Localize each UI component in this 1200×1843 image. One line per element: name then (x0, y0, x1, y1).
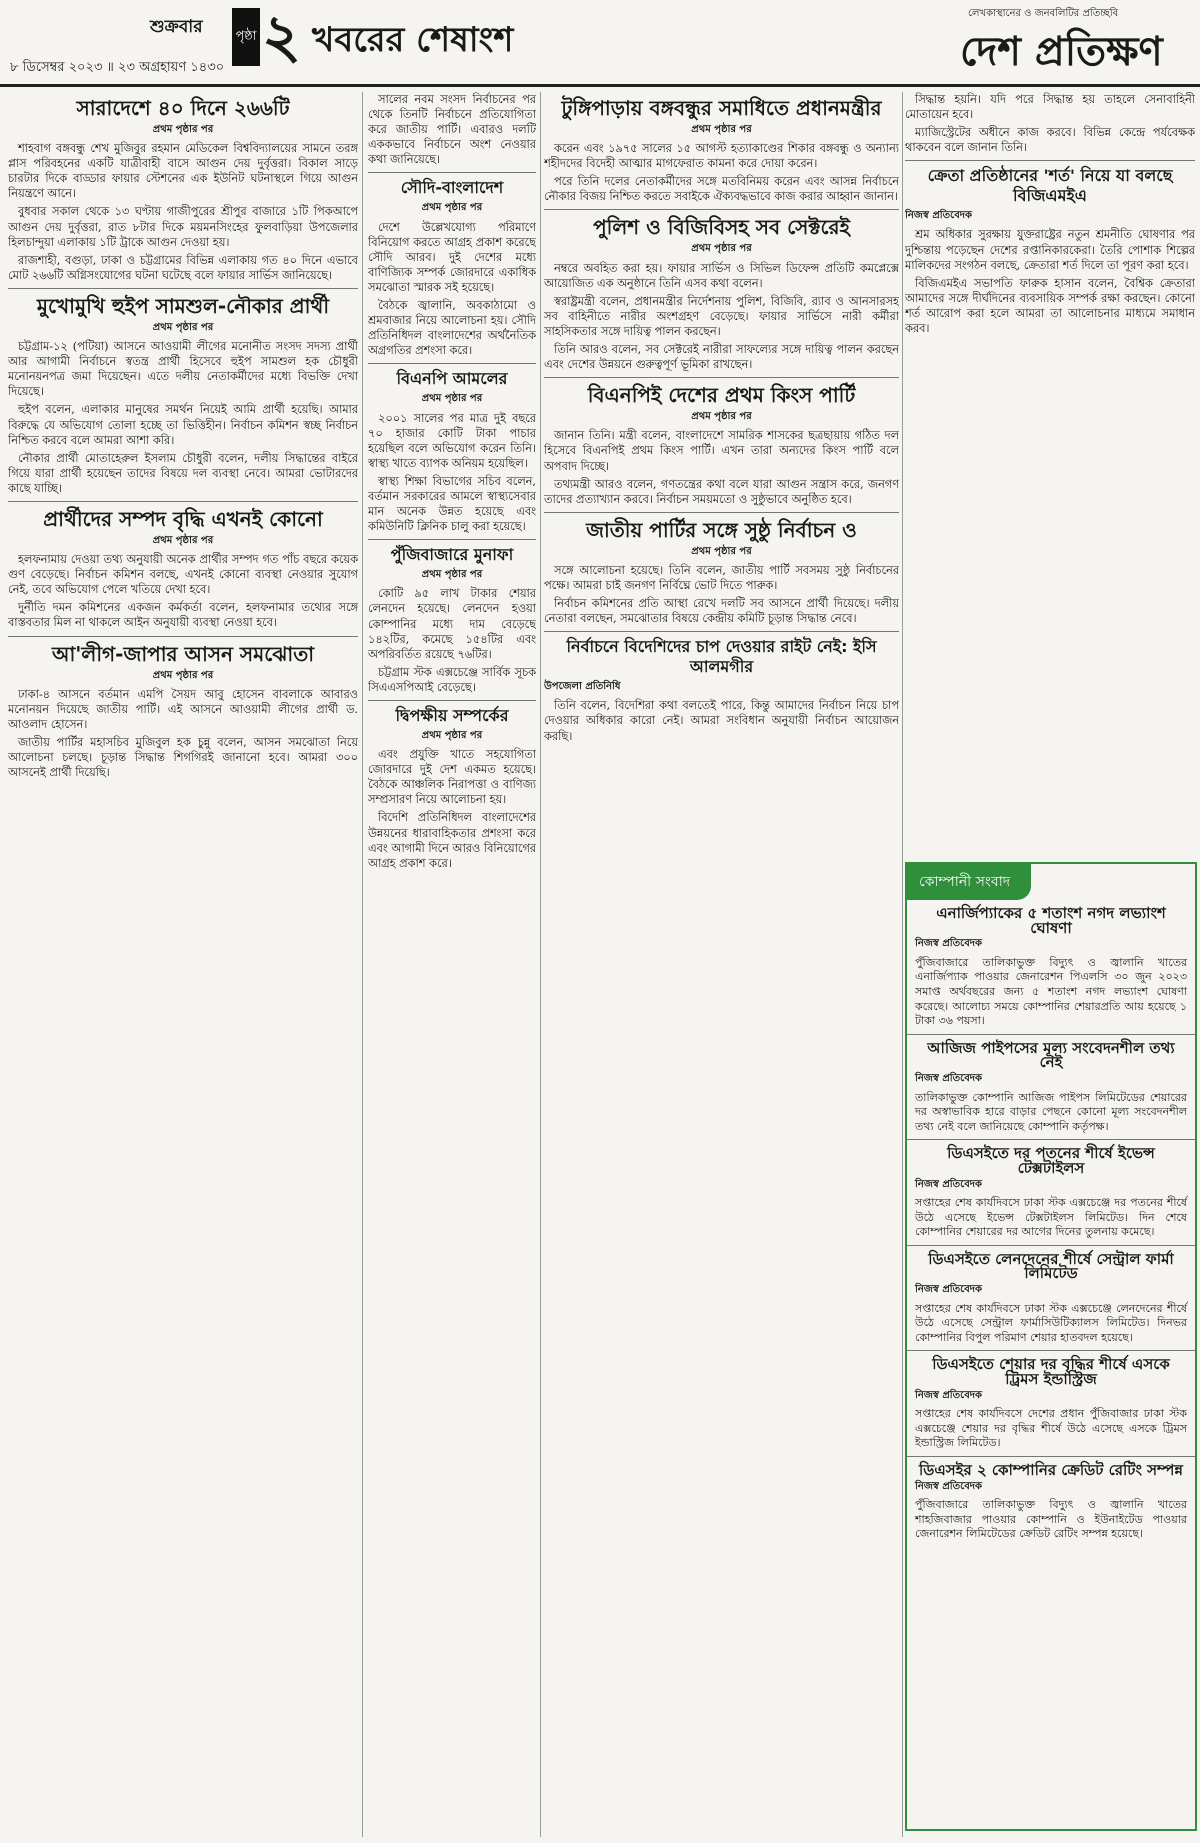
continuation-label: প্রথম পৃষ্ঠার পর (691, 411, 752, 423)
article-paragraph: বিজিএমইএ সভাপতি ফারুক হাসান বলেন, বৈশ্বিক ক্রেতারা আমাদের সঙ্গে দীর্ঘদিনের ব্যবসায়িক সম্পর্ক রক্ষা করছেন। কোনো শর্ত আরোপ করা হলে আমরা তা আলোচনার মাধ্যমে সমাধান করব। (905, 276, 1195, 336)
news-item-title: এনার্জিপ্যাকের ৫ শতাংশ নগদ লভ্যাংশ ঘোষণা (936, 904, 1166, 937)
headline: প্রার্থীদের সম্পদ বৃদ্ধি এখনই কোনো (43, 506, 323, 531)
divider (8, 288, 358, 289)
divider (8, 501, 358, 502)
news-item-title: ডিএসইতে লেনদেনের শীর্ষে সেন্ট্রাল ফার্মা লিমিটেড (928, 1249, 1174, 1283)
column-divider (362, 92, 363, 1837)
news-item-text: পুঁজিবাজারে তালিকাভুক্ত বিদ্যুৎ ও জ্বালানি খাতের শাহজিবাজার পাওয়ার কোম্পানি ও ইউনাইটেড পাওয়ার জেনারেশন লিমিটেডের ক্রেডিট রেটিং সম্পন্ন হয়েছে। (915, 1498, 1187, 1541)
headline: মুখোমুখি হুইপ সামশুল-নৌকার প্রার্থী (36, 293, 330, 318)
divider (905, 160, 1195, 161)
article-paragraph: চট্টগ্রাম স্টক এক্সচেঞ্জে সার্বিক সূচক সিএএসপিআই বেড়েছে। (368, 665, 536, 694)
article-paragraph: এবং প্রযুক্তি খাতে সহযোগিতা জোরদারে দুই দেশ একমত হয়েছে। বৈঠকে আঞ্চলিক নিরাপত্তা ও বাণিজ্য সম্প্রসারণ নিয়ে আলোচনা হয়। (368, 748, 536, 807)
continuation-label: প্রথম পৃষ্ঠার পর (421, 730, 483, 741)
newspaper-logo: দেশ প্রতিক্ষণ (960, 29, 1163, 75)
byline: নিজস্ব প্রতিবেদক (915, 1072, 983, 1084)
page-label: পৃষ্ঠা (232, 8, 260, 66)
divider (368, 700, 536, 701)
company-news-box (905, 862, 1197, 1831)
column-divider (902, 92, 903, 1837)
headline: পুঁজিবাজারে মুনাফা (390, 545, 514, 565)
divider (8, 636, 358, 637)
divider (907, 1456, 1195, 1457)
article-paragraph: নম্বরে অবহিত করা হয়। ফায়ার সার্ভিস ও সিভিল ডিফেন্স প্রতিটি কমপ্লেক্সে আয়োজিত এক অনুষ্ঠানে তিনি এসব কথা বলেন। (544, 261, 899, 290)
news-item (915, 1463, 1187, 1542)
article-paragraph: ম্যাজিস্ট্রেটের অধীনে কাজ করবে। বিভিন্ন কেন্দ্রে পর্যবেক্ষক থাকবেন বলে জানান তিনি। (905, 126, 1195, 155)
continuation-label: প্রথম পৃষ্ঠার পর (691, 243, 752, 255)
news-item-text: পুঁজিবাজারে তালিকাভুক্ত বিদ্যুৎ ও জ্বালানি খাতের এনার্জিপ্যাক পাওয়ার জেনারেশন পিএলসি ৩০ জুন ২০২৩ সমাপ্ত অর্থবছরের জন্য ৫ শতাংশ নগদ লভ্যাংশ ঘোষণা করেছে। আলোচ্য সময়ে কোম্পানির শেয়ারপ্রতি আয় হয়েছে ১ টাকা ৩৬ পয়সা। (915, 955, 1187, 1028)
headline: বিএনপি আমলের (396, 369, 508, 389)
day-name: শুক্রবার (150, 17, 203, 37)
article-paragraph: তিনি বলেন, বিদেশিরা কথা বলতেই পারে, কিন্তু আমাদের নির্বাচন নিয়ে চাপ দেওয়ার অধিকার কারো নেই। আমরা সংবিধান অনুযায়ী নির্বাচন আয়োজন করছি। (544, 699, 899, 743)
continuation-label: প্রথম পৃষ্ঠার পর (421, 202, 483, 214)
article-paragraph: স্বাস্থ্য শিক্ষা বিভাগের সচিব বলেন, বর্তমান সরকারের আমলে স্বাস্থ্যসেবার মান অনেক উন্নত হয়েছে এবং কমিউনিটি ক্লিনিক চালু করা হয়েছে। (368, 474, 536, 534)
news-item-title: আজিজ পাইপসের মূল্য সংবেদনশীল তথ্য নেই (927, 1038, 1175, 1072)
column-4 (905, 92, 1195, 852)
byline: নিজস্ব প্রতিবেদক (915, 1480, 983, 1492)
article-paragraph: কোটি ৯৫ লাখ টাকার শেয়ার লেনদেন হয়েছে। লেনদেন হওয়া কোম্পানির মধ্যে দাম বেড়েছে ১৪২টির, কমেছে ১৫৪টির এবং অপরিবর্তিত রয়েছে ৭৬টির। (368, 587, 536, 661)
article-paragraph: দুর্নীতি দমন কমিশনের একজন কর্মকর্তা বলেন, হলফনামার তথ্যের সঙ্গে বাস্তবতার মিল না থাকলে আইন অনুযায়ী ব্যবস্থা নেওয়া হবে। (8, 601, 358, 630)
divider (544, 377, 899, 378)
divider (368, 539, 536, 540)
article-paragraph: বৈঠকে জ্বালানি, অবকাঠামো ও শ্রমবাজার নিয়ে আলোচনা হয়। সৌদি প্রতিনিধিদল বাংলাদেশের অর্থনৈতিক অগ্রগতির প্রশংসা করে। (368, 299, 536, 358)
column-1 (8, 92, 358, 1837)
column-2 (368, 92, 536, 1837)
byline: নিজস্ব প্রতিবেদক (915, 938, 983, 950)
column-divider (540, 92, 541, 1837)
news-item-text: সপ্তাহের শেষ কার্যদিবসে ঢাকা স্টক এক্সচেঞ্জে দর পতনের শীর্ষে উঠে এসেছে ইভেন্স টেক্সটাইলস লিমিটেড। দিন শেষে কোম্পানির শেয়ারের দর আগের দিনের তুলনায় কমেছে। (915, 1196, 1187, 1239)
news-item (915, 1357, 1187, 1451)
article-paragraph: শ্রম অধিকার সুরক্ষায় যুক্তরাষ্ট্রের নতুন শ্রমনীতি ঘোষণার পর দুশ্চিন্তায় পড়েছেন দেশের রপ্তানিকারকেরা। তৈরি পোশাক শিল্পের মালিকদের সংগঠন বলছে, ক্রেতারা শর্ত দিলে তা পূরণ করা হবে। (905, 228, 1195, 272)
news-item-title: ডিএসইতে শেয়ার দর বৃদ্ধির শীর্ষে এসকে ট্রিমস ইন্ডাস্ট্রিজ (932, 1355, 1170, 1389)
divider (907, 1139, 1195, 1140)
column-3 (544, 92, 899, 1837)
headline: আ'লীগ-জাপার আসন সমঝোতা (51, 641, 315, 666)
news-item-title: ডিএসইর ২ কোম্পানির ক্রেডিট রেটিং সম্পন্ন (919, 1461, 1183, 1479)
divider (368, 363, 536, 364)
issue-date: ৮ ডিসেম্বর ২০২৩ ॥ ২৩ অগ্রহায়ণ ১৪৩০ (10, 60, 225, 75)
article-paragraph: তথ্যমন্ত্রী আরও বলেন, গণতন্ত্রের কথা বলে যারা আগুন সন্ত্রাস করে, জনগণ তাদের প্রত্যাখ্যান করবে। নির্বাচন সময়মতো ও সুষ্ঠুভাবে অনুষ্ঠিত হবে। (544, 477, 899, 506)
news-item-text: সপ্তাহের শেষ কার্যদিবসে দেশের প্রধান পুঁজিবাজার ঢাকা স্টক এক্সচেঞ্জে শেয়ার দর বৃদ্ধির শীর্ষে উঠে এসেছে এসকে ট্রিমস ইন্ডাস্ট্রিজ লিমিটেড। (915, 1407, 1187, 1450)
divider (907, 1034, 1195, 1035)
headline: বিএনপিই দেশের প্রথম কিংস পার্টি (587, 383, 856, 408)
headline: সারাদেশে ৪০ দিনে ২৬৬টি (76, 96, 290, 120)
newspaper-tagline: লেখকাস্থানের ও জনবলিটির প্রতিচ্ছবি (968, 8, 1119, 19)
continuation-label: প্রথম পৃষ্ঠার পর (421, 393, 483, 405)
news-item (915, 1146, 1187, 1240)
article-paragraph: ২০০১ সালের পর মাত্র দুই বছরে ৭০ হাজার কোটি টাকা পাচার হয়েছিল বলে অভিযোগ করেন তিনি। স্বাস্থ্য খাতে ব্যাপক অনিয়ম হয়েছিল। (368, 411, 536, 470)
headline: জাতীয় পার্টির সঙ্গে সুষ্ঠু নির্বাচন ও (586, 517, 857, 542)
article-paragraph: জানান তিনি। মন্ত্রী বলেন, বাংলাদেশে সামরিক শাসকের ছত্রছায়ায় গঠিত দল হিসেবে বিএনপিই প্রথম কিংস পার্টি। এখন তারা অন্যদের কিংস পার্টি বলে অপবাদ দিচ্ছে। (544, 429, 899, 473)
article-paragraph: হুইপ বলেন, এলাকার মানুষের সমর্থন নিয়েই আমি প্রার্থী হয়েছি। আমার বিরুদ্ধে যে অভিযোগ তোলা হচ্ছে তা ভিত্তিহীন। নির্বাচন কমিশন স্বচ্ছ নির্বাচন নিশ্চিত করবে বলে আমরা আশা করি। (8, 403, 358, 447)
news-item (915, 1249, 1187, 1346)
headline: টুঙ্গিপাড়ায় বঙ্গবন্ধুর সমাধিতে প্রধানমন্ত্রীর (561, 96, 882, 120)
news-item (915, 906, 1187, 1029)
article-paragraph: নির্বাচন কমিশনের প্রতি আস্থা রেখে দলটি সব আসনে প্রার্থী দিয়েছে। দলীয় নেতারা বলছেন, সমঝোতার বিষয়ে কেন্দ্রীয় কমিটি চূড়ান্ত সিদ্ধান্ত নেবে। (544, 597, 899, 626)
continuation-label: প্রথম পৃষ্ঠার পর (691, 545, 752, 557)
headline: পুলিশ ও বিজিবিসহ সব সেক্টরেই (593, 215, 850, 240)
article-paragraph: তিনি আরও বলেন, সব সেক্টরেই নারীরা সাফল্যের সঙ্গে দায়িত্ব পালন করছেন এবং দেশের উন্নয়নে গুরুত্বপূর্ণ ভূমিকা রাখছেন। (544, 343, 899, 372)
news-item-text: সপ্তাহের শেষ কার্যদিবসে ঢাকা স্টক এক্সচেঞ্জে লেনদেনের শীর্ষে উঠে এসেছে সেন্ট্রাল ফার্মাসিউটিক্যালস লিমিটেড। দিনভর কোম্পানির বিপুল পরিমাণ শেয়ার হাতবদল হয়েছে। (915, 1301, 1187, 1344)
byline: উপজেলা প্রতিনিধি (544, 681, 621, 693)
byline: নিজস্ব প্রতিবেদক (915, 1284, 983, 1296)
divider (544, 512, 899, 513)
news-item-text: তালিকাভুক্ত কোম্পানি আজিজ পাইপস লিমিটেডের শেয়ারের দর অস্বাভাবিক হারে বাড়ার পেছনে কোনো মূল্য সংবেদনশীল তথ্য নেই বলে জানিয়েছে কোম্পানি কর্তৃপক্ষ। (915, 1090, 1187, 1133)
byline: নিজস্ব প্রতিবেদক (905, 210, 973, 222)
article-paragraph: দেশে উল্লেখযোগ্য পরিমাণে বিনিয়োগ করতে আগ্রহ প্রকাশ করেছে সৌদি আরব। দুই দেশের মধ্যে বাণিজ্যিক সম্পর্ক জোরদারে একাধিক সমঝোতা স্মারক সই হয়েছে। (368, 220, 536, 294)
divider (907, 1350, 1195, 1351)
divider (544, 631, 899, 632)
masthead (0, 0, 1200, 87)
article-paragraph: নৌকার প্রার্থী মোতাহেরুল ইসলাম চৌধুরী বলেন, দলীয় সিদ্ধান্তের বাইরে গিয়ে যারা প্রার্থী হয়েছেন তাদের বিষয়ে দল ব্যবস্থা নেবে। আমরা ভোটারদের কাছে যাচ্ছি। (8, 451, 358, 495)
section-title: খবরের শেষাংশ (312, 20, 514, 60)
continuation-label: প্রথম পৃষ্ঠার পর (152, 534, 214, 546)
headline: সৌদি-বাংলাদেশ (400, 178, 504, 198)
continuation-label: প্রথম পৃষ্ঠার পর (691, 124, 752, 135)
article-paragraph: সালের নবম সংসদ নির্বাচনের পর থেকে তিনটি নির্বাচনে প্রতিযোগিতা করে জাতীয় পার্টি। এবারও দলটি এককভাবে নির্বাচনে অংশ নেওয়ার কথা জানিয়েছে। (368, 93, 536, 167)
article-paragraph: সঙ্গে আলোচনা হয়েছে। তিনি বলেন, জাতীয় পার্টি সবসময় সুষ্ঠু নির্বাচনের পক্ষে। আমরা চাই জনগণ নির্বিঘ্নে ভোট দিতে পারুক। (544, 563, 899, 592)
continuation-label: প্রথম পৃষ্ঠার পর (152, 124, 214, 135)
article-paragraph: রাজশাহী, বগুড়া, ঢাকা ও চট্টগ্রামের বিভিন্ন এলাকায় গত ৪০ দিনে এভাবে মোট ২৬৬টি অগ্নিসংযোগের ঘটনা ঘটেছে বলে ফায়ার সার্ভিস জানিয়েছে। (8, 253, 358, 282)
divider (368, 172, 536, 173)
article-paragraph: পরে তিনি দলের নেতাকর্মীদের সঙ্গে মতবিনিময় করেন এবং আসন্ন নির্বাচনে নৌকার বিজয় নিশ্চিত করতে সবাইকে ঐক্যবদ্ধভাবে কাজ করার আহ্বান জানান। (544, 175, 899, 204)
article-paragraph: জাতীয় পার্টির মহাসচিব মুজিবুল হক চুন্নু বলেন, আসন সমঝোতা নিয়ে আলোচনা চলছে। চূড়ান্ত সিদ্ধান্ত শিগগিরই জানানো হবে। আমরা ৩০০ আসনেই প্রার্থী দিয়েছি। (8, 735, 358, 780)
continuation-label: প্রথম পৃষ্ঠার পর (152, 321, 214, 333)
divider (544, 209, 899, 210)
byline: নিজস্ব প্রতিবেদক (915, 1389, 983, 1401)
page-number: ২ (262, 2, 302, 72)
headline: ক্রেতা প্রতিষ্ঠানের 'শর্ত' নিয়ে যা বলছে বিজিএমইএ (927, 166, 1173, 206)
continuation-label: প্রথম পৃষ্ঠার পর (421, 569, 483, 581)
headline: নির্বাচনে বিদেশিদের চাপ দেওয়ার রাইট নেই: ইসি আলমগীর (566, 637, 877, 677)
news-item (915, 1038, 1187, 1135)
article-paragraph: চট্টগ্রাম-১২ (পটিয়া) আসনে আওয়ামী লীগের মনোনীত সংসদ সদস্য প্রার্থী আর আগামী নির্বাচনে স্বতন্ত্র প্রার্থী হিসেবে হুইপ সামশুল হক চৌধুরী মনোনয়নপত্র জমা দিয়েছেন। এতে দলীয় নেতাকর্মীদের মধ্যে বিভক্তি দেখা দিয়েছে। (8, 340, 358, 399)
article-paragraph: করেন এবং ১৯৭৫ সালের ১৫ আগস্ট হত্যাকাণ্ডের শিকার বঙ্গবন্ধু ও অন্যান্য শহীদদের বিদেহী আত্মার মাগফেরাত কামনা করে দোয়া করেন। (544, 142, 899, 171)
headline: দ্বিপক্ষীয় সম্পর্কের (395, 706, 509, 725)
news-item-title: ডিএসইতে দর পতনের শীর্ষে ইভেন্স টেক্সটাইলস (947, 1144, 1155, 1177)
article-paragraph: ঢাকা-৪ আসনে বর্তমান এমপি সৈয়দ আবু হোসেন বাবলাকে আবারও মনোনয়ন দিয়েছে জাতীয় পার্টি। এই আসনে আওয়ামী লীগের প্রার্থী ড. আওলাদ হোসেন। (8, 687, 358, 731)
article-paragraph: সিদ্ধান্ত হয়নি। যদি পরে সিদ্ধান্ত হয় তাহলে সেনাবাহিনী মোতায়েন হবে। (905, 93, 1195, 122)
article-paragraph: স্বরাষ্ট্রমন্ত্রী বলেন, প্রধানমন্ত্রীর নির্দেশনায় পুলিশ, বিজিবি, র‍্যাব ও আনসারসহ সব বাহিনীতে নারীর অংশগ্রহণ বেড়েছে। ফায়ার সার্ভিসে নারী কর্মীরা সাহসিকতার সঙ্গে দায়িত্ব পালন করছেন। (544, 294, 899, 338)
article-paragraph: বুধবার সকাল থেকে ১৩ ঘণ্টায় গাজীপুরের শ্রীপুর বাজারে ১টি পিকআপে আগুন দেয় দুর্বৃত্তরা, রাত ৮টার দিকে ময়মনসিংহের ফুলবাড়িয়া উপজেলার হিলচান্দুয়া এলাকায় ১টি ট্রাকে আগুন দেওয়া হয়। (8, 205, 358, 249)
article-paragraph: শাহবাগ বঙ্গবন্ধু শেখ মুজিবুর রহমান মেডিকেল বিশ্ববিদ্যালয়ের সামনে তরঙ্গ প্লাস পরিবহনের একটি যাত্রীবাহী বাসে আগুন দেয় দুর্বৃত্তরা। বিকাল সাড়ে চারটার দিকে বাড্ডার ফায়ার স্টেশনের এক ইউনিট ঘটনাস্থলে গিয়ে আগুন নিয়ন্ত্রণে আনে। (8, 142, 358, 201)
divider (907, 1245, 1195, 1246)
continuation-label: প্রথম পৃষ্ঠার পর (152, 669, 214, 681)
company-news-header: কোম্পানী সংবাদ (907, 864, 1031, 900)
article-paragraph: বিদেশি প্রতিনিধিদল বাংলাদেশের উন্নয়নের ধারাবাহিকতার প্রশংসা করে এবং আগামী দিনে আরও বিনিয়োগের আগ্রহ প্রকাশ করে। (368, 811, 536, 870)
article-paragraph: হলফনামায় দেওয়া তথ্য অনুযায়ী অনেক প্রার্থীর সম্পদ গত পাঁচ বছরে কয়েক গুণ বেড়েছে। নির্বাচন কমিশন বলছে, এখনই কোনো ব্যবস্থা নেওয়ার সুযোগ নেই, তবে অভিযোগ পেলে খতিয়ে দেখা হবে। (8, 553, 358, 597)
byline: নিজস্ব প্রতিবেদক (915, 1178, 983, 1190)
